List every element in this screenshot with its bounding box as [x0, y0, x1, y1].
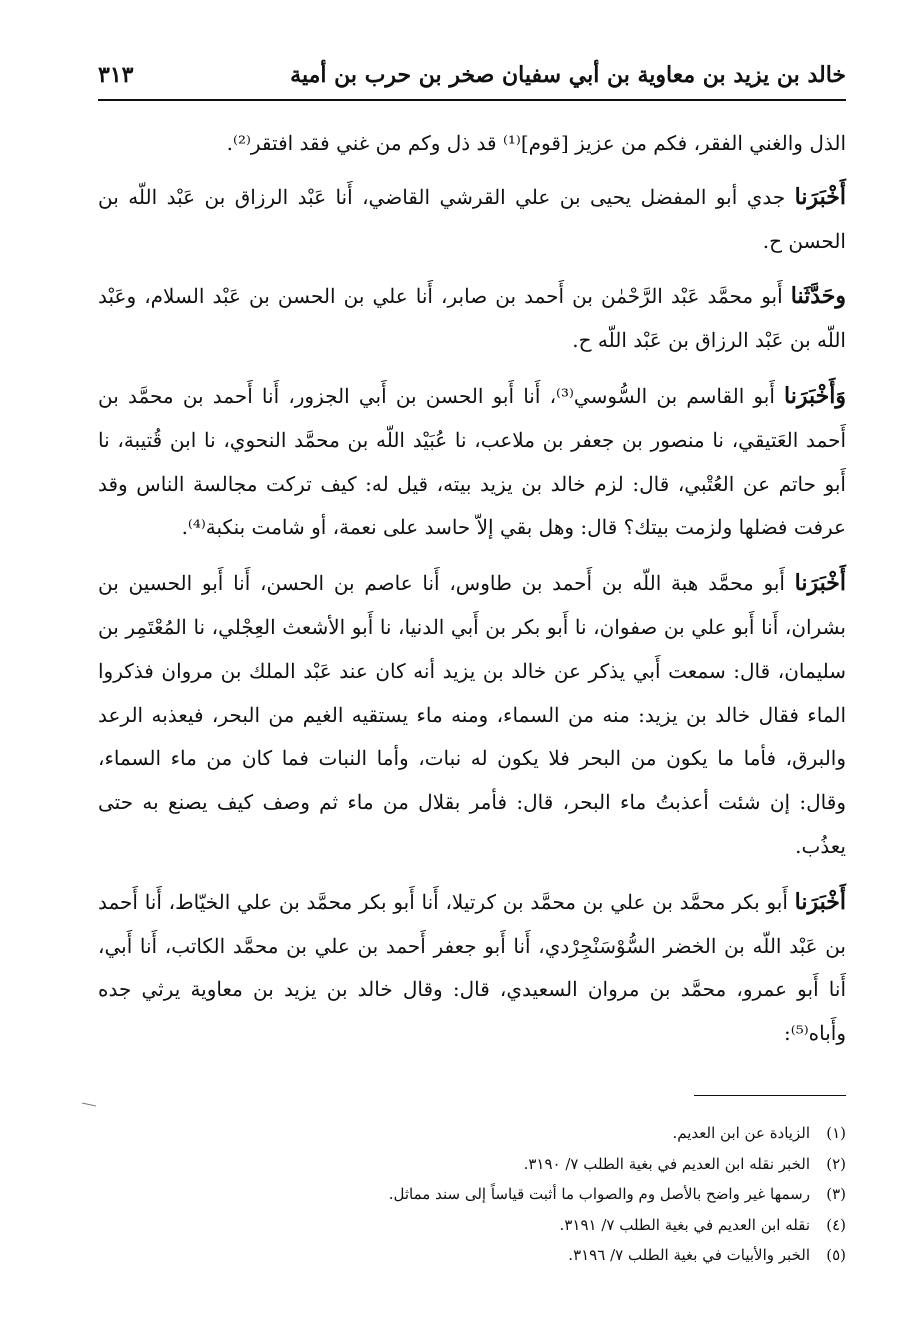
footnote-item [300, 1240, 846, 1271]
footnote-number: (٣) [826, 1185, 846, 1203]
footnote-separator [694, 1095, 846, 1096]
scan-mark [82, 1103, 96, 1107]
footnote-number: (٥) [826, 1246, 846, 1264]
footnote-text: الخبر والأبيات في بغية الطلب ٧/ ٣١٩٦. [568, 1246, 810, 1264]
narration-keyword: أَخْبَرَنا [794, 888, 846, 915]
paragraph-text: الذل والغني الفقر، فكم من عزيز [قوم]⁽¹⁾ قد ذل وكم من غني فقد افتقر⁽²⁾. [226, 131, 846, 155]
footnote-item [300, 1118, 846, 1149]
paragraph-3 [98, 275, 846, 363]
footnote-item [300, 1149, 846, 1180]
paragraph-5 [98, 562, 846, 869]
paragraph-text: أَبو محمَّد هبة اللّه بن أَحمد بن طاوس، أَنا عاصم بن الحسن، أَنا أَبو الحسين بن بشران، أَنا أَبو علي بن صفوان، نا أَبو بكر بن أَبي الدنيا، نا أَبو الأشعث العِجْلي، نا المُعْتَمِر بن سليمان، قال: سمعت أَبي يذكر عن خالد بن يزيد أنه كان عند عَبْد الملك بن مروان فذكروا الماء فقال خالد بن يزيد: منه من السماء، ومنه ماء يستقيه الغيم من البحر، فيعذبه الرعد والبرق، فأما ما يكون من البحر فلا يكون له نبات، وأما النبات فما كان من ماء السماء، وقال: إن شئت أعذبتُ ماء البحر، قال: فأمر بقلال من ماء ثم وصف كيف يصنع به حتى يعذُب. [98, 571, 846, 858]
footnote-item [300, 1179, 846, 1210]
page-header [98, 58, 846, 104]
footnote-number: (١) [826, 1124, 846, 1142]
footnote-item [300, 1210, 846, 1241]
footnote-text: رسمها غير واضح بالأصل وم والصواب ما أثبت قياساً إلى سند مماثل. [388, 1185, 810, 1203]
page-number: ٣١٣ [98, 62, 134, 88]
footnote-text: الخبر نقله ابن العديم في بغية الطلب ٧/ ٣١٩٠. [523, 1154, 810, 1173]
paragraph-text: أَبو محمَّد عَبْد الرَّحْمٰن بن أَحمد بن صابر، أَنا علي بن الحسن بن عَبْد السلام، وعَبْد اللّه بن عَبْد الرزاق بن عَبْد اللّه ح. [98, 284, 846, 353]
main-text [98, 122, 846, 1068]
paragraph-text: جدي أبو المفضل يحيى بن علي القرشي القاضي، أَنا عَبْد الرزاق بن عَبْد اللّه بن الحسن ح. [98, 184, 846, 253]
narration-keyword: وحَدَّثَنا [790, 283, 846, 310]
narration-keyword: أَخْبَرَنا [794, 570, 846, 597]
footnote-text: نقله ابن العديم في بغية الطلب ٧/ ٣١٩١. [559, 1215, 810, 1234]
paragraph-4 [98, 375, 846, 550]
paragraph-1 [98, 122, 846, 166]
footnote-number: (٢) [826, 1154, 846, 1173]
narration-keyword: أَخْبَرَنا [794, 183, 846, 210]
paragraph-6 [98, 881, 846, 1056]
footnote-text: الزيادة عن ابن العديم. [672, 1124, 810, 1142]
running-title: خالد بن يزيد بن معاوية بن أبي سفيان صخر بن حرب بن أمية [290, 62, 846, 88]
paragraph-text: أَبو بكر محمَّد بن علي بن محمَّد بن كرتيلا، أَنا أَبو بكر محمَّد بن علي الخيّاط، أَنا أَحمد بن عَبْد اللّه بن الخضر السُّوْسَنْجِرْدي، أَنا أَبو جعفر أَحمد بن علي بن محمَّد الكاتب، أَنا أَبي، أَنا أَبو عمرو، محمَّد بن مروان السعيدي، قال: وقال خالد بن يزيد بن معاوية يرثي جده وأَباه⁽⁵⁾: [98, 889, 846, 1046]
footnotes [300, 1118, 846, 1271]
footnote-number: (٤) [826, 1215, 846, 1234]
header-rule [98, 99, 846, 101]
paragraph-text: أَبو القاسم بن السُّوسي⁽³⁾، أَنا أَبو الحسن بن أَبي الجزور، أَنا أَحمد بن محمَّد بن أَحمد العَتيقي، نا منصور بن جعفر بن ملاعب، نا عُبَيْد اللّه بن محمَّد النحوي، نا ابن قُتيبة، نا أَبو حاتم عن العُتْبي، قال: لزم خالد بن يزيد بيته، قيل له: كيف تركت مجالسة الناس وقد عرفت فضلها ولزمت بيتك؟ قال: وهل بقي إلاّ حاسد على نعمة، أو شامت بنكبة⁽⁴⁾. [98, 383, 846, 540]
paragraph-2 [98, 176, 846, 264]
narration-keyword: وَأَخْبَرَنا [784, 382, 846, 409]
